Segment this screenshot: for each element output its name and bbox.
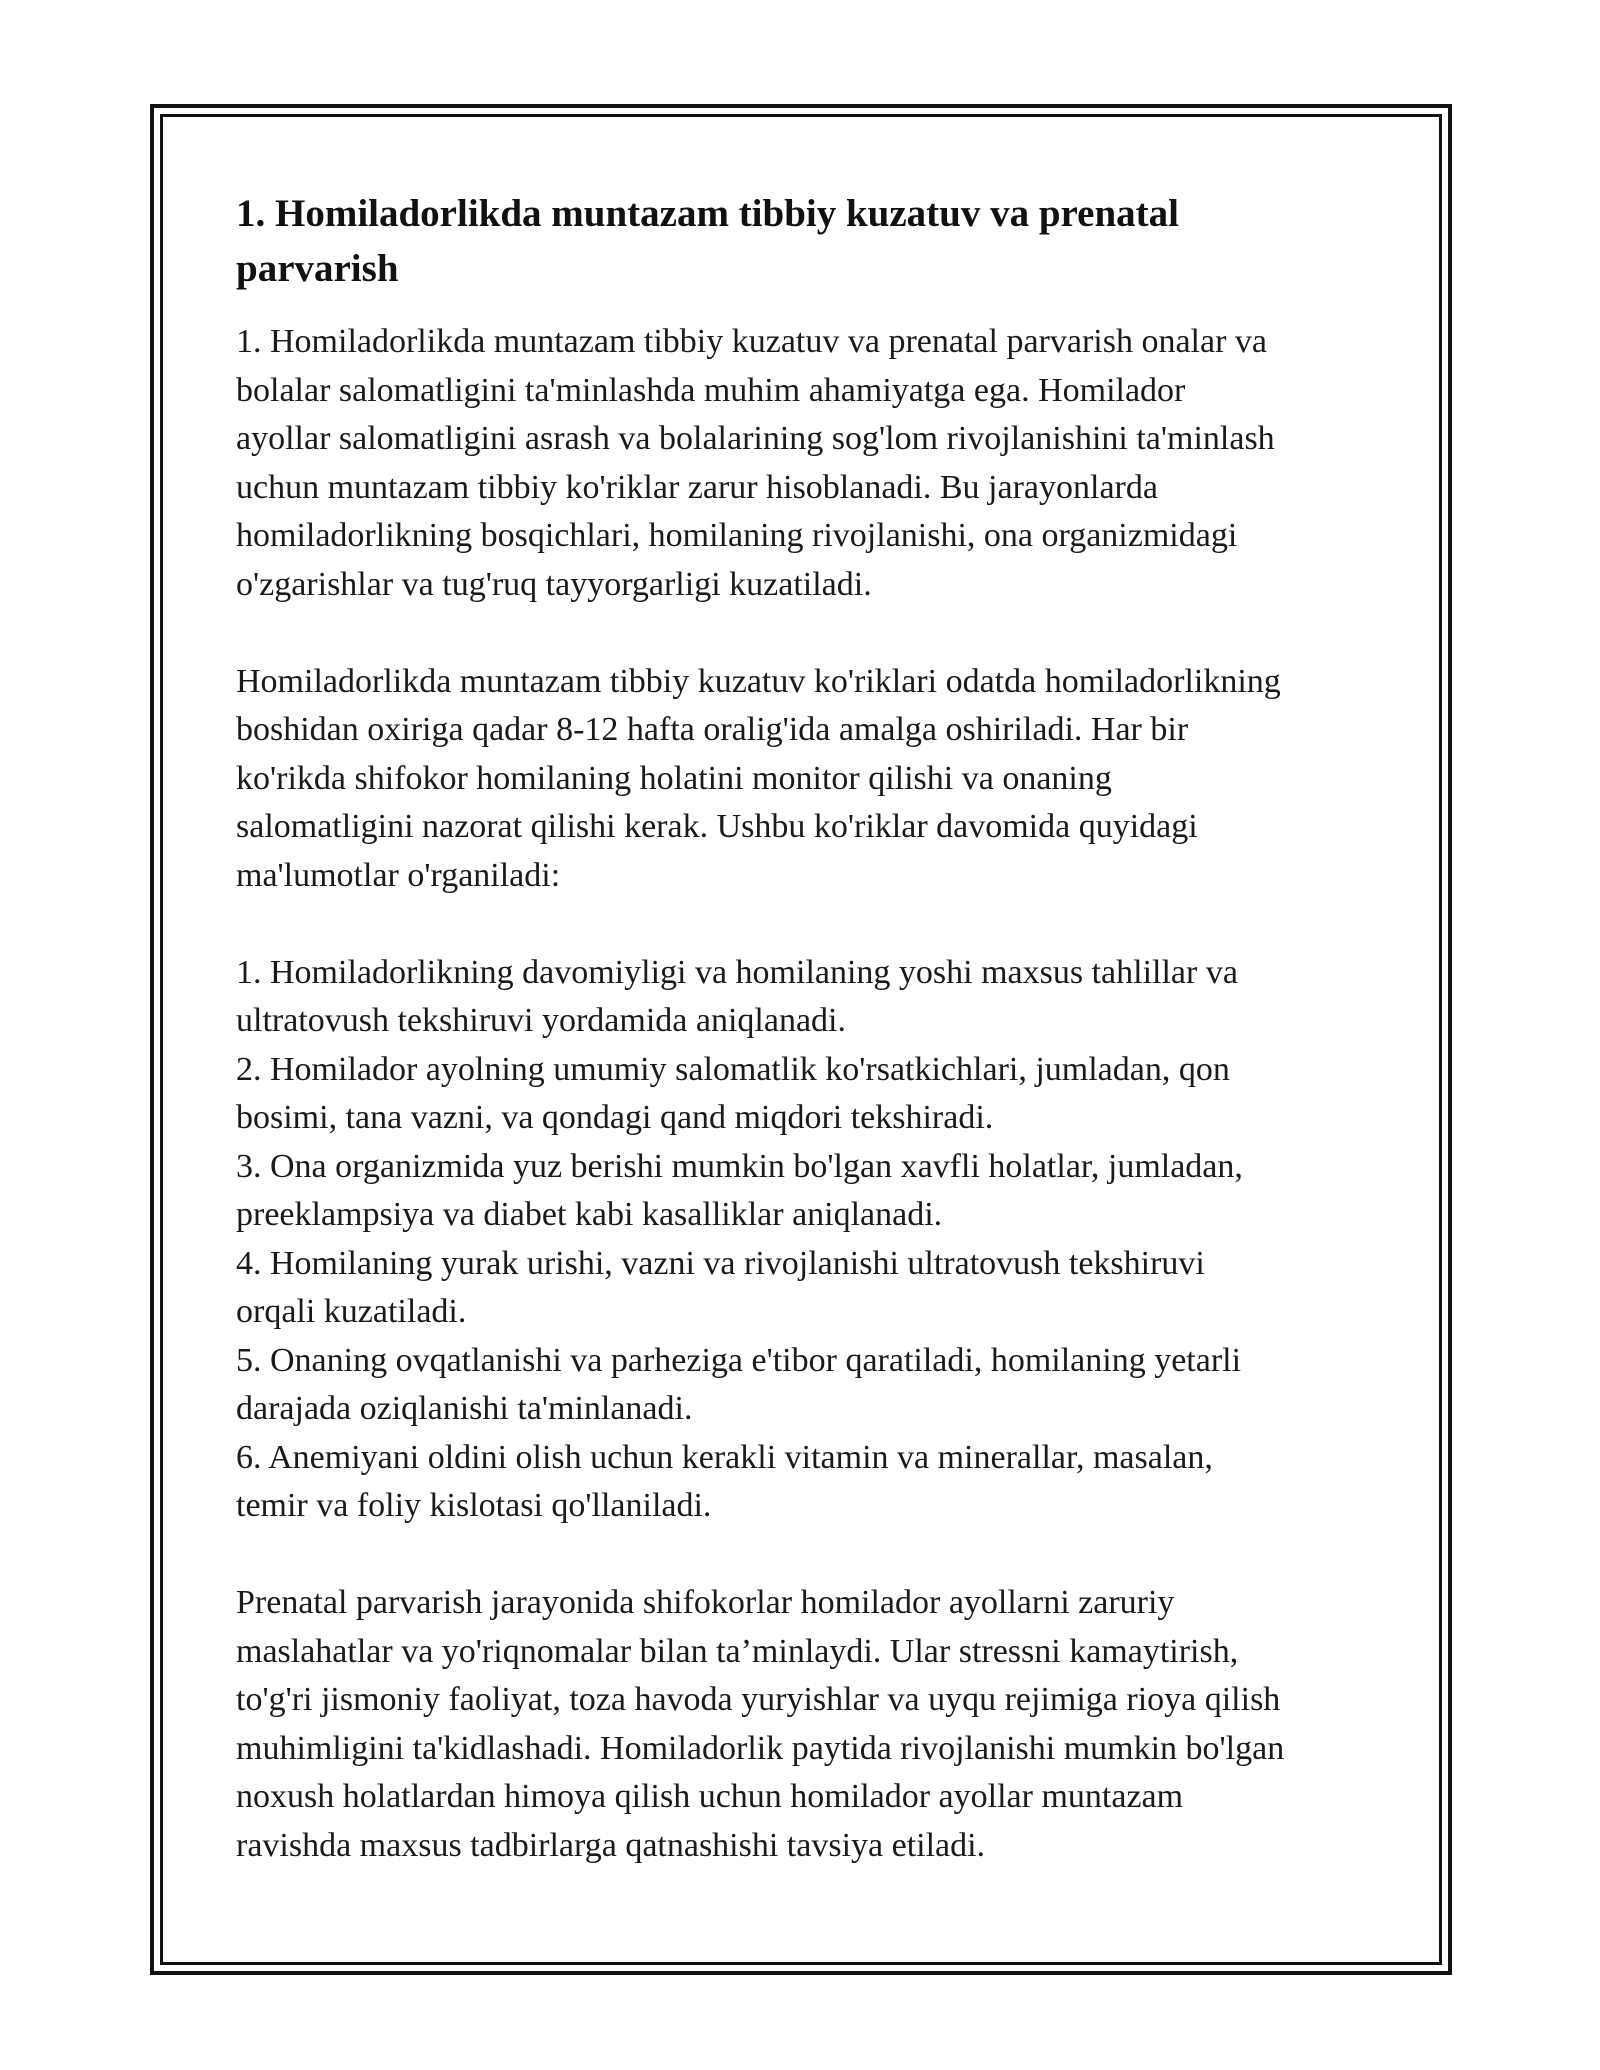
text-line: salomatligini nazorat qilishi kerak. Ushbu ko'riklar davomida quyidagi: [236, 808, 1198, 845]
text-line: Prenatal parvarish jarayonida shifokorlar homilador ayollarni zaruriy: [236, 1584, 1175, 1621]
list-item-line: temir va foliy kislotasi qo'llaniladi.: [236, 1487, 712, 1524]
heading-line: 1. Homiladorlikda muntazam tibbiy kuzatuv va prenatal: [236, 192, 1179, 235]
text-line: maslahatlar va yo'riqnomalar bilan ta’minlaydi. Ular stressni kamaytirish,: [236, 1632, 1239, 1670]
text-line: bolalar salomatligini ta'minlashda muhim ahamiyatga ega. Homilador: [236, 371, 1186, 409]
document-body: [236, 186, 1376, 1870]
text-line: 1. Homiladorlikda muntazam tibbiy kuzatuv va prenatal parvarish onalar va: [236, 323, 1267, 360]
list-item-line: 4. Homilaning yurak urishi, vazni va rivojlanishi ultratovush tekshiruvi: [236, 1244, 1205, 1282]
text-line: noxush holatlardan himoya qilish uchun homilador ayollar muntazam: [236, 1778, 1184, 1815]
paragraph-checkups: [236, 658, 1376, 901]
text-line: ayollar salomatligini asrash va bolalarining sog'lom rivojlanishini ta'minlash: [236, 420, 1275, 457]
text-line: ma'lumotlar o'rganiladi:: [236, 856, 561, 894]
text-line: ko'rikda shifokor homilaning holatini monitor qilishi va onaning: [236, 759, 1112, 797]
list-item-line: 6. Anemiyani oldini olish uchun kerakli vitamin va minerallar, masalan,: [236, 1438, 1213, 1476]
text-line: homiladorlikning bosqichlari, homilaning rivojlanishi, ona organizmidagi: [236, 517, 1238, 554]
list-item-line: 2. Homilador ayolning umumiy salomatlik ko'rsatkichlari, jumladan, qon: [236, 1050, 1230, 1088]
text-line: Homiladorlikda muntazam tibbiy kuzatuv ko'riklari odatda homiladorlikning: [236, 662, 1281, 700]
text-line: o'zgarishlar va tug'ruq tayyorgarligi kuzatiladi.: [236, 565, 872, 603]
list-item-line: 3. Ona organizmida yuz berishi mumkin bo'lgan xavfli holatlar, jumladan,: [236, 1147, 1243, 1185]
text-line: muhimligini ta'kidlashadi. Homiladorlik paytida rivojlanishi mumkin bo'lgan: [236, 1729, 1285, 1767]
list-item-line: 5. Onaning ovqatlanishi va parheziga e'tibor qaratiladi, homilaning yetarli: [236, 1341, 1242, 1379]
section-heading: [236, 186, 1376, 296]
heading-line: parvarish: [236, 247, 399, 290]
numbered-list: [236, 949, 1376, 1531]
text-line: to'g'ri jismoniy faoliyat, toza havoda yuryishlar va uyqu rejimiga rioya qilish: [236, 1681, 1281, 1718]
list-item-line: bosimi, tana vazni, va qondagi qand miqdori tekshiradi.: [236, 1099, 994, 1136]
list-item-line: orqali kuzatiladi.: [236, 1293, 467, 1330]
text-line: ravishda maxsus tadbirlarga qatnashishi tavsiya etiladi.: [236, 1826, 986, 1864]
text-line: boshidan oxiriga qadar 8-12 hafta oralig'ida amalga oshiriladi. Har bir: [236, 711, 1189, 748]
paragraph-prenatal-care: [236, 1579, 1376, 1870]
list-item-line: ultratovush tekshiruvi yordamida aniqlanadi.: [236, 1002, 846, 1039]
list-item-line: darajada oziqlanishi ta'minlanadi.: [236, 1390, 693, 1427]
text-line: uchun muntazam tibbiy ko'riklar zarur hisoblanadi. Bu jarayonlarda: [236, 468, 1158, 506]
list-item-line: 1. Homiladorlikning davomiyligi va homilaning yoshi maxsus tahlillar va: [236, 953, 1238, 991]
paragraph-intro: [236, 318, 1376, 609]
list-item-line: preeklampsiya va diabet kabi kasalliklar aniqlanadi.: [236, 1196, 943, 1233]
